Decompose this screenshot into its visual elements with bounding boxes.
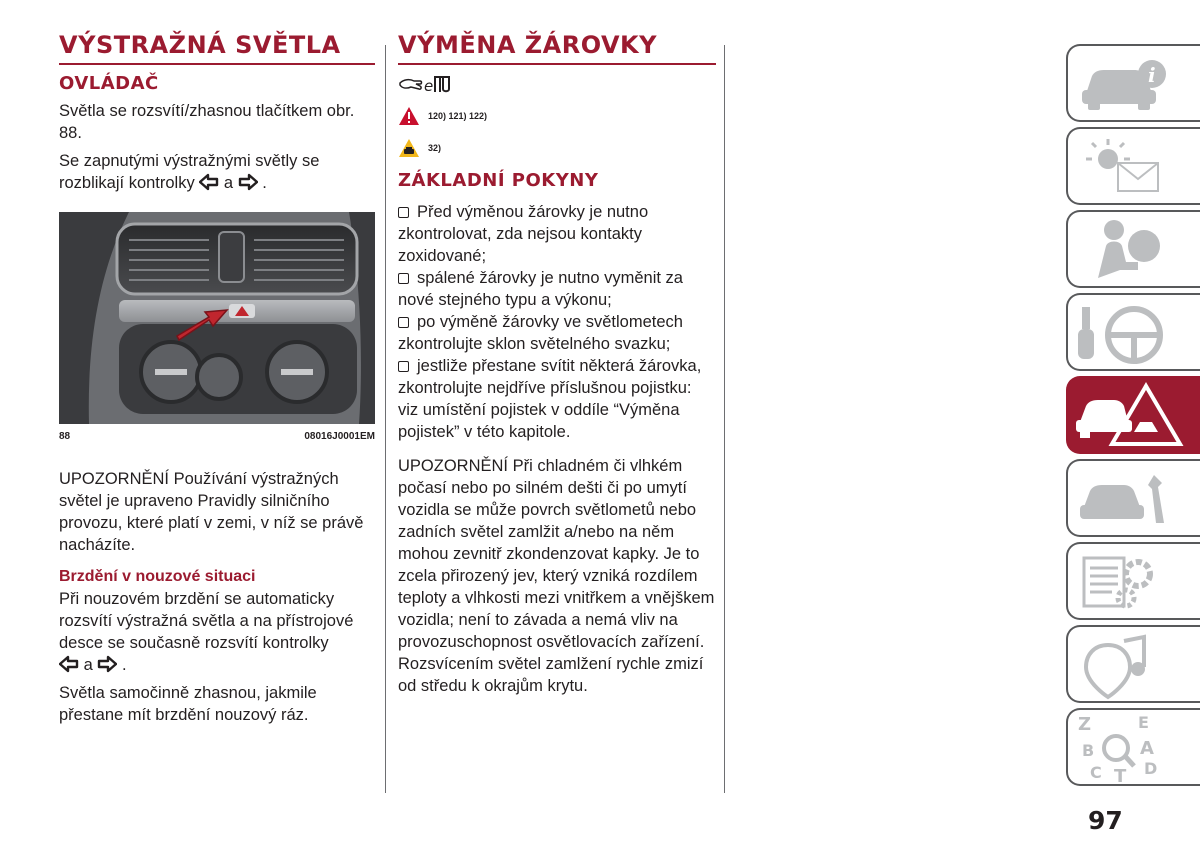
bullet-text: po výměně žárovky ve světlometech zkontrolujte sklon světelného svazku; — [398, 313, 683, 353]
svg-text:e: e — [424, 77, 434, 95]
warning-refs-red-text: 120) 121) 122) — [428, 111, 488, 121]
turn-left-indicator-icon — [59, 655, 79, 673]
tab-safety[interactable] — [1066, 210, 1200, 288]
heading-emergency-braking: Brzdění v nouzové situaci — [59, 568, 256, 585]
specs-gear-icon — [1068, 544, 1198, 618]
bullet-item — [398, 201, 716, 267]
bullet-text: Před výměnou žárovky je nutno zkontrolovat, zda nejsou kontakty zoxidované; — [398, 203, 649, 265]
left-column — [59, 30, 375, 732]
bullet-text: spálené žárovky je nutno vyměnit za nové stejného typu a výkonu; — [398, 269, 683, 309]
bullet-square-icon — [398, 273, 409, 284]
turn-left-indicator-icon — [199, 173, 219, 191]
figure-code: 08016J0001EM — [304, 431, 375, 442]
svg-text:Z: Z — [1078, 714, 1092, 735]
subsection-title-basic-instructions: ZÁKLADNÍ POKYNY — [398, 170, 599, 191]
paragraph-end: . — [121, 656, 127, 674]
bullet-square-icon — [398, 361, 409, 372]
paragraph-text: Při nouzovém brzdění se automaticky rozsvítí výstražná světla a na přístrojové desce se současně rozsvítí kontrolky — [59, 590, 354, 652]
tab-lights-messages[interactable] — [1066, 127, 1200, 205]
warning-references-red — [398, 106, 716, 126]
paragraph-hazard-indicators — [59, 150, 375, 194]
paragraph-conjunction: a — [83, 656, 93, 674]
turn-right-indicator-icon — [97, 655, 117, 673]
car-warning-icon — [1068, 378, 1198, 452]
paragraph-hazard-button: Světla se rozsvítí/zhasnou tlačítkem obr. 88. — [59, 102, 355, 142]
paragraph-lights-off: Světla samočinně zhasnou, jakmile přestane mít brzdění nouzový ráz. — [59, 684, 317, 724]
warning-refs-yellow-text: 32) — [428, 143, 442, 153]
turn-right-indicator-icon — [238, 173, 258, 191]
figure-caption — [59, 431, 375, 442]
car-info-icon — [1068, 46, 1198, 120]
tab-getting-to-know-car[interactable] — [1066, 44, 1200, 122]
svg-text:E: E — [1138, 713, 1149, 732]
bullet-text: jestliže přestane svítit některá žárovka, zkontrolujte nejdříve příslušnou pojistku: viz umístění pojistek v oddíle “Výměna pojistek” v této kapitole. — [398, 357, 702, 441]
bullet-item — [398, 267, 716, 311]
figure-dashboard-photo — [59, 212, 375, 424]
caution-car-triangle-icon — [398, 138, 420, 158]
bullet-square-icon — [398, 207, 409, 218]
hand-bulb-icon — [398, 73, 716, 100]
car-service-icon — [1068, 461, 1198, 535]
right-column — [398, 30, 716, 703]
warning-references-yellow — [398, 138, 716, 158]
dashboard-illustration — [59, 212, 375, 424]
airbag-icon — [1068, 212, 1198, 286]
multimedia-icon — [1068, 627, 1198, 701]
tab-index[interactable] — [1066, 708, 1200, 786]
svg-text:i: i — [1148, 63, 1156, 87]
index-icon — [1068, 710, 1198, 784]
bullet-square-icon — [398, 317, 409, 328]
page-number: 97 — [1088, 806, 1123, 835]
section-title-hazard-lights: VÝSTRAŽNÁ SVĚTLA — [59, 30, 375, 65]
column-divider-right — [724, 45, 725, 793]
bullet-item — [398, 355, 716, 443]
paragraph-conjunction: a — [223, 174, 234, 192]
bullet-item — [398, 311, 716, 355]
tab-technical-specs[interactable] — [1066, 542, 1200, 620]
svg-text:T: T — [1114, 766, 1127, 784]
svg-text:A: A — [1140, 738, 1154, 759]
warning-condensation: UPOZORNĚNÍ Při chladném či vlhkém počasí nebo po silném dešti či po umytí vozidla se může povrch světlometů nebo zadních světel zamlžit a/nebo na něm mohou zevnitř zkondenzovat kapky. Je to zcela přirozený jev, který vzniká rozdílem teploty a vlhkosti mezi vnitřkem a vnějškem vozidla; není to závada a nemá vliv na provozuschopnost osvětlovacích zařízení. Rozsvícením světel zamlžení rychle zmizí od středu k okrajům krytu. — [398, 457, 715, 695]
tab-multimedia[interactable] — [1066, 625, 1200, 703]
paragraph-emergency-braking — [59, 588, 375, 676]
warning-hazard-traffic-rules: UPOZORNĚNÍ Používání výstražných světel je upraveno Pravidly silničního provozu, které platí v zemi, v níž se právě nacházíte. — [59, 470, 364, 554]
tab-servicing[interactable] — [1066, 459, 1200, 537]
tab-in-emergency[interactable] — [1066, 376, 1200, 454]
svg-text:D: D — [1144, 759, 1158, 778]
paragraph-end: . — [262, 174, 267, 192]
key-steering-icon — [1068, 295, 1198, 369]
danger-triangle-icon — [398, 106, 420, 126]
tab-starting-driving[interactable] — [1066, 293, 1200, 371]
column-divider-left — [385, 45, 386, 793]
section-title-bulb-replacement: VÝMĚNA ŽÁROVKY — [398, 30, 716, 65]
paragraph-text: Se zapnutými výstražnými světly se rozblikají kontrolky — [59, 152, 320, 192]
subsection-title-control: OVLÁDAČ — [59, 73, 159, 94]
svg-text:C: C — [1090, 763, 1102, 782]
figure-number: 88 — [59, 431, 71, 442]
svg-text:B: B — [1082, 741, 1095, 760]
lights-message-icon — [1068, 129, 1198, 203]
